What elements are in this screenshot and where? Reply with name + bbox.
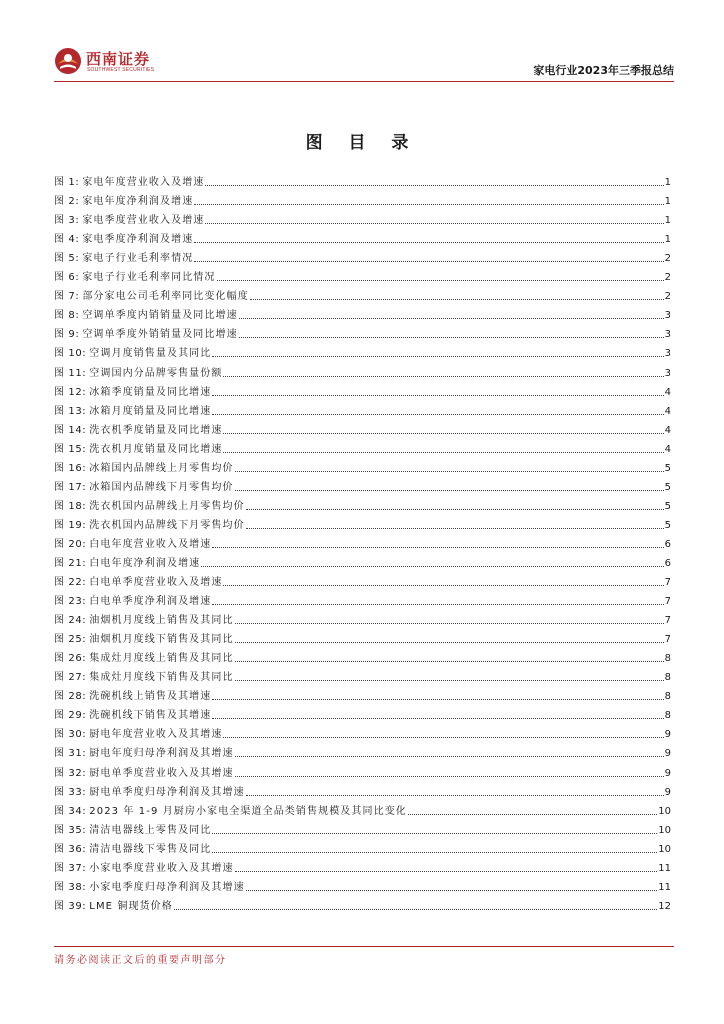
toc-figure-number: 图 20: [54,538,87,550]
toc-figure-caption: 冰箱季度销量及同比增速 [89,386,212,398]
toc-entry[interactable] [54,589,671,608]
toc-page-number: 1 [664,215,671,227]
toc-dot-leader [223,737,663,738]
toc-figure-number: 图 16: [54,462,87,474]
toc-figure-number: 图 34: [54,805,87,817]
toc-entry[interactable] [54,227,671,246]
toc-dot-leader [246,528,664,529]
toc-dot-leader [235,471,664,472]
toc-entry[interactable] [54,303,671,322]
toc-figure-number: 图 29: [54,710,87,722]
toc-entry[interactable] [54,760,671,779]
toc-entry[interactable] [54,722,671,741]
toc-figure-number: 图 37: [54,862,87,874]
toc-page-number: 8 [664,672,671,684]
toc-figure-number: 图 12: [54,386,87,398]
toc-dot-leader [212,395,663,396]
toc-figure-number: 图 18: [54,500,87,512]
toc-page-number: 3 [664,348,671,360]
toc-dot-leader [235,623,664,624]
toc-figure-number: 图 14: [54,424,87,436]
toc-entry[interactable] [54,703,671,722]
toc-figure-number: 图 4: [54,234,80,246]
toc-dot-leader [239,318,664,319]
toc-figure-number: 图 38: [54,881,87,893]
toc-entry[interactable] [54,170,671,189]
toc-dot-leader [205,185,663,186]
toc-entry[interactable] [54,189,671,208]
toc-entry[interactable] [54,418,671,437]
toc-dot-leader [250,299,664,300]
toc-dot-leader [194,242,663,243]
toc-figure-caption: 集成灶月度线上销售及其同比 [89,653,234,665]
toc-entry[interactable] [54,818,671,837]
toc-figure-number: 图 27: [54,672,87,684]
document-title: 家电行业2023年三季报总结 [533,64,674,77]
toc-page-number: 2 [664,272,671,284]
toc-dot-leader [246,509,664,510]
toc-dot-leader [212,414,663,415]
toc-figure-caption: 家电子行业毛利率情况 [82,253,194,265]
toc-entry[interactable] [54,741,671,760]
southwest-securities-logo [54,44,164,78]
toc-page-number: 1 [664,177,671,189]
toc-dot-leader [235,490,664,491]
toc-figure-caption: 油烟机月度线下销售及其同比 [89,634,234,646]
toc-page-number: 9 [664,786,671,798]
toc-figure-number: 图 35: [54,824,87,836]
toc-figure-number: 图 21: [54,557,87,569]
toc-figure-caption: 白电年度净利润及增速 [89,557,201,569]
toc-figure-number: 图 28: [54,691,87,703]
figure-index-title: 图 目 录 [305,133,419,153]
toc-entry[interactable] [54,532,671,551]
toc-dot-leader [239,337,664,338]
toc-page-number: 6 [664,538,671,550]
toc-figure-caption: 家电季度净利润及增速 [82,234,194,246]
toc-figure-caption: 家电子行业毛利率同比情况 [82,272,216,284]
toc-figure-number: 图 10: [54,348,87,360]
toc-entry[interactable] [54,646,671,665]
toc-figure-caption: 洗碗机线上销售及其增速 [89,691,212,703]
toc-entry[interactable] [54,456,671,475]
toc-page-number: 2 [664,291,671,303]
toc-entry[interactable] [54,856,671,875]
toc-entry[interactable] [54,265,671,284]
toc-figure-number: 图 9: [54,329,80,341]
toc-page-number: 7 [664,577,671,589]
toc-entry[interactable] [54,494,671,513]
toc-dot-leader [235,680,664,681]
toc-figure-number: 图 5: [54,253,80,265]
toc-dot-leader [223,585,663,586]
toc-entry[interactable] [54,341,671,360]
toc-page-number: 7 [664,615,671,627]
toc-entry[interactable] [54,475,671,494]
toc-entry[interactable] [54,570,671,589]
toc-figure-caption: 厨电年度营业收入及其增速 [89,729,223,741]
toc-dot-leader [194,261,663,262]
logo-emblem-icon [54,47,82,75]
toc-page-number: 1 [664,196,671,208]
toc-dot-leader [212,852,657,853]
toc-dot-leader [408,814,657,815]
toc-entry[interactable] [54,513,671,532]
toc-page-number: 5 [664,462,671,474]
toc-figure-caption: 冰箱国内品牌线下月零售均价 [89,481,234,493]
toc-page-number: 7 [664,596,671,608]
toc-figure-number: 图 22: [54,577,87,589]
toc-entry[interactable] [54,875,671,894]
toc-entry[interactable] [54,284,671,303]
toc-page-number: 3 [664,310,671,322]
toc-entry[interactable] [54,380,671,399]
toc-figure-caption: 部分家电公司毛利率同比变化幅度 [82,291,249,303]
toc-entry[interactable] [54,799,671,818]
toc-figure-number: 图 6: [54,272,80,284]
toc-figure-number: 图 3: [54,215,80,227]
toc-dot-leader [235,871,658,872]
toc-dot-leader [235,756,664,757]
toc-page-number: 5 [664,500,671,512]
toc-dot-leader [201,566,663,567]
toc-entry[interactable] [54,665,671,684]
toc-page-number: 1 [664,234,671,246]
toc-page-number: 11 [658,862,671,874]
toc-entry[interactable] [54,608,671,627]
toc-page-number: 5 [664,519,671,531]
toc-dot-leader [246,890,658,891]
toc-figure-number: 图 23: [54,596,87,608]
toc-figure-caption: 集成灶月度线下销售及其同比 [89,672,234,684]
toc-page-number: 12 [658,900,671,912]
toc-figure-caption: 家电年度营业收入及增速 [82,177,205,189]
toc-figure-number: 图 11: [54,367,87,379]
toc-figure-number: 图 25: [54,634,87,646]
logo-chinese-name: 西南证券 [86,50,151,68]
toc-figure-caption: 厨电单季度归母净利润及其增速 [89,786,245,798]
toc-figure-number: 图 33: [54,786,87,798]
toc-dot-leader [205,223,663,224]
toc-figure-caption: 油烟机月度线上销售及其同比 [89,615,234,627]
toc-dot-leader [212,699,663,700]
toc-page-number: 5 [664,481,671,493]
toc-figure-number: 图 1: [54,177,80,189]
toc-page-number: 3 [664,329,671,341]
toc-page-number: 10 [658,824,671,836]
toc-figure-caption: 家电年度净利润及增速 [82,196,194,208]
toc-figure-number: 图 15: [54,443,87,455]
toc-figure-caption: 白电年度营业收入及增速 [89,538,212,550]
toc-page-number: 4 [664,424,671,436]
toc-dot-leader [212,833,657,834]
toc-page-number: 4 [664,405,671,417]
toc-entry[interactable] [54,437,671,456]
toc-figure-caption: 洗衣机季度销量及同比增速 [89,424,223,436]
toc-page-number: 10 [658,843,671,855]
toc-dot-leader [235,642,664,643]
toc-page-number: 6 [664,557,671,569]
toc-figure-number: 图 7: [54,291,80,303]
toc-figure-caption: 厨电单季度营业收入及其增速 [89,767,234,779]
toc-figure-caption: 小家电季度归母净利润及其增速 [89,881,245,893]
toc-figure-caption: 家电季度营业收入及增速 [82,215,205,227]
toc-figure-caption: 空调单季度外销销量及同比增速 [82,329,238,341]
toc-figure-caption: 白电单季度营业收入及增速 [89,577,223,589]
toc-entry[interactable] [54,780,671,799]
toc-page-number: 8 [664,691,671,703]
toc-dot-leader [223,376,663,377]
toc-entry[interactable] [54,684,671,703]
toc-dot-leader [212,356,663,357]
toc-page-number: 10 [658,805,671,817]
toc-figure-number: 图 8: [54,310,80,322]
toc-figure-caption: 白电单季度净利润及增速 [89,596,212,608]
toc-page-number: 9 [664,729,671,741]
toc-figure-caption: 清洁电器线上零售及同比 [89,824,212,836]
toc-figure-number: 图 2: [54,196,80,208]
toc-dot-leader [246,795,664,796]
toc-dot-leader [174,909,657,910]
toc-figure-caption: 小家电季度营业收入及其增速 [89,862,234,874]
toc-entry[interactable] [54,627,671,646]
toc-figure-number: 图 24: [54,615,87,627]
page-header [54,40,674,80]
toc-dot-leader [217,280,664,281]
toc-figure-caption: 空调国内分品牌零售量份额 [89,367,223,379]
header-divider [54,81,674,82]
toc-entry[interactable] [54,360,671,379]
footer-divider [54,946,674,947]
toc-figure-caption: 厨电年度归母净利润及其增速 [89,748,234,760]
toc-page-number: 11 [658,881,671,893]
toc-figure-caption: LME 铜现货价格 [89,900,173,912]
toc-dot-leader [235,776,664,777]
toc-page-number: 8 [664,710,671,722]
toc-entry[interactable] [54,399,671,418]
toc-dot-leader [212,604,663,605]
toc-dot-leader [212,547,663,548]
toc-page-number: 4 [664,443,671,455]
toc-entry[interactable] [54,894,671,913]
toc-entry[interactable] [54,322,671,341]
toc-figure-caption: 洗衣机国内品牌线下月零售均价 [89,519,245,531]
toc-dot-leader [235,661,664,662]
toc-figure-number: 图 13: [54,405,87,417]
toc-figure-number: 图 36: [54,843,87,855]
toc-page-number: 9 [664,748,671,760]
toc-figure-caption: 2023 年 1-9 月厨房小家电全渠道全品类销售规模及其同比变化 [89,805,407,817]
toc-figure-caption: 冰箱国内品牌线上月零售均价 [89,462,234,474]
toc-figure-number: 图 19: [54,519,87,531]
toc-figure-caption: 空调单季度内销销量及同比增速 [82,310,238,322]
toc-figure-caption: 空调月度销售量及其同比 [89,348,212,360]
toc-page-number: 8 [664,653,671,665]
logo-english-name: SOUTHWEST SECURITIES [87,67,155,73]
toc-page-number: 2 [664,253,671,265]
toc-figure-caption: 清洁电器线下零售及同比 [89,843,212,855]
toc-figure-number: 图 32: [54,767,87,779]
toc-entry[interactable] [54,208,671,227]
toc-page-number: 9 [664,767,671,779]
toc-dot-leader [194,204,663,205]
toc-figure-number: 图 39: [54,900,87,912]
toc-figure-caption: 洗碗机线下销售及其增速 [89,710,212,722]
figure-index-list [54,170,671,913]
toc-figure-number: 图 17: [54,481,87,493]
footer-disclaimer: 请务必阅读正文后的重要声明部分 [54,955,227,966]
toc-dot-leader [223,452,663,453]
toc-entry[interactable] [54,551,671,570]
toc-dot-leader [212,718,663,719]
toc-figure-caption: 洗衣机月度销量及同比增速 [89,443,223,455]
toc-page-number: 7 [664,634,671,646]
toc-page-number: 4 [664,386,671,398]
toc-figure-caption: 洗衣机国内品牌线上月零售均价 [89,500,245,512]
toc-page-number: 3 [664,367,671,379]
toc-figure-number: 图 30: [54,729,87,741]
toc-dot-leader [223,433,663,434]
toc-figure-number: 图 26: [54,653,87,665]
toc-figure-caption: 冰箱月度销量及同比增速 [89,405,212,417]
toc-figure-number: 图 31: [54,748,87,760]
toc-entry[interactable] [54,246,671,265]
toc-entry[interactable] [54,837,671,856]
